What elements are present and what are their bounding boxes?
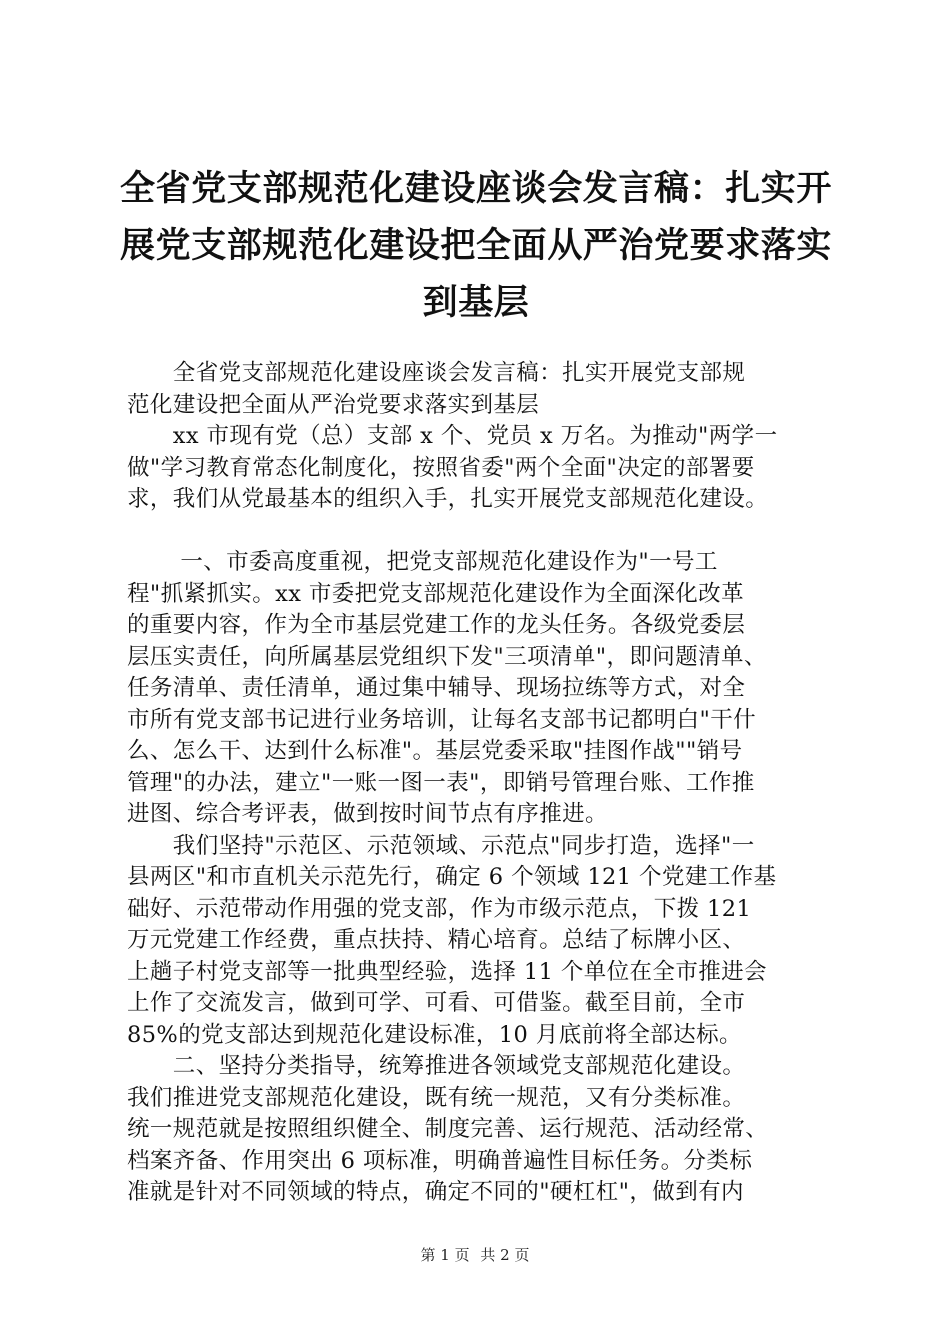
text-line: 统一规范就是按照组织健全、制度完善、运行规范、活动经常、	[127, 1116, 769, 1142]
text-line: 档案齐备、作用突出 6 项标准，明确普遍性目标任务。分类标	[127, 1147, 753, 1174]
text-line: 求，我们从党最基本的组织入手，扎实开展党支部规范化建设。	[127, 486, 769, 512]
text-line: 范化建设把全面从严治党要求落实到基层	[127, 391, 540, 418]
text-line: 一、市委高度重视，把党支部规范化建设作为"一号工	[127, 549, 718, 575]
text-line: xx 市现有党（总）支部 x 个、党员 x 万名。为推动"两学一	[127, 423, 778, 449]
paragraph-demonstration	[127, 831, 832, 1052]
text-line: 我们坚持"示范区、示范领域、示范点"同步打造，选择"一	[127, 832, 755, 859]
title-line: 到基层	[422, 282, 530, 323]
text-line: 进图、综合考评表，做到按时间节点有序推进。	[127, 801, 608, 827]
document-title	[120, 160, 832, 331]
text-line: 础好、示范带动作用强的党支部，作为市级示范点，下拨 121	[127, 895, 752, 922]
text-line: 管理"的办法，建立"一账一图一表"，即销号管理台账、工作推	[127, 769, 755, 796]
text-line: 上作了交流发言，做到可学、可看、可借鉴。截至目前，全市	[127, 990, 746, 1016]
title-line: 全省党支部规范化建设座谈会发言稿：扎实开	[120, 168, 833, 209]
paragraph-intro	[127, 358, 832, 421]
page-footer	[0, 1244, 950, 1265]
text-line: 的重要内容，作为全市基层党建工作的龙头任务。各级党委层	[127, 612, 746, 638]
paragraph-spacer	[127, 516, 832, 548]
paragraph-section-two	[127, 1051, 832, 1209]
text-line: 市所有党支部书记进行业务培训，让每名支部书记都明白"干什	[127, 706, 757, 733]
text-line: 85%的党支部达到规范化建设标准，10 月底前将全部达标。	[127, 1021, 742, 1048]
text-line: 么、怎么干、达到什么标准"。基层党委采取"挂图作战""销号	[127, 738, 743, 764]
text-line: 上趟子村党支部等一批典型经验，选择 11 个单位在全市推进会	[127, 958, 767, 985]
page-total: 共 2 页	[480, 1246, 530, 1264]
page-number: 第 1 页	[420, 1246, 470, 1264]
text-line: 二、坚持分类指导，统筹推进各领域党支部规范化建设。	[127, 1053, 746, 1079]
paragraph-overview	[127, 421, 832, 516]
document-body	[127, 358, 832, 1209]
text-line: 万元党建工作经费，重点扶持、精心培育。总结了标牌小区、	[127, 927, 746, 953]
text-line: 层压实责任，向所属基层党组织下发"三项清单"，即问题清单、	[127, 643, 767, 670]
text-line: 全省党支部规范化建设座谈会发言稿：扎实开展党支部规	[127, 360, 746, 386]
text-line: 程"抓紧抓实。xx 市委把党支部规范化建设作为全面深化改革	[127, 580, 744, 607]
text-line: 我们推进党支部规范化建设，既有统一规范，又有分类标准。	[127, 1084, 746, 1111]
paragraph-section-one	[127, 547, 832, 831]
text-line: 任务清单、责任清单，通过集中辅导、现场拉练等方式，对全	[127, 675, 746, 701]
title-line: 展党支部规范化建设把全面从严治党要求落实	[120, 225, 833, 266]
text-line: 做"学习教育常态化制度化，按照省委"两个全面"决定的部署要	[127, 454, 755, 481]
text-line: 县两区"和市直机关示范先行，确定 6 个领域 121 个党建工作基	[127, 864, 777, 890]
text-line: 准就是针对不同领域的特点，确定不同的"硬杠杠"，做到有内	[127, 1179, 744, 1205]
